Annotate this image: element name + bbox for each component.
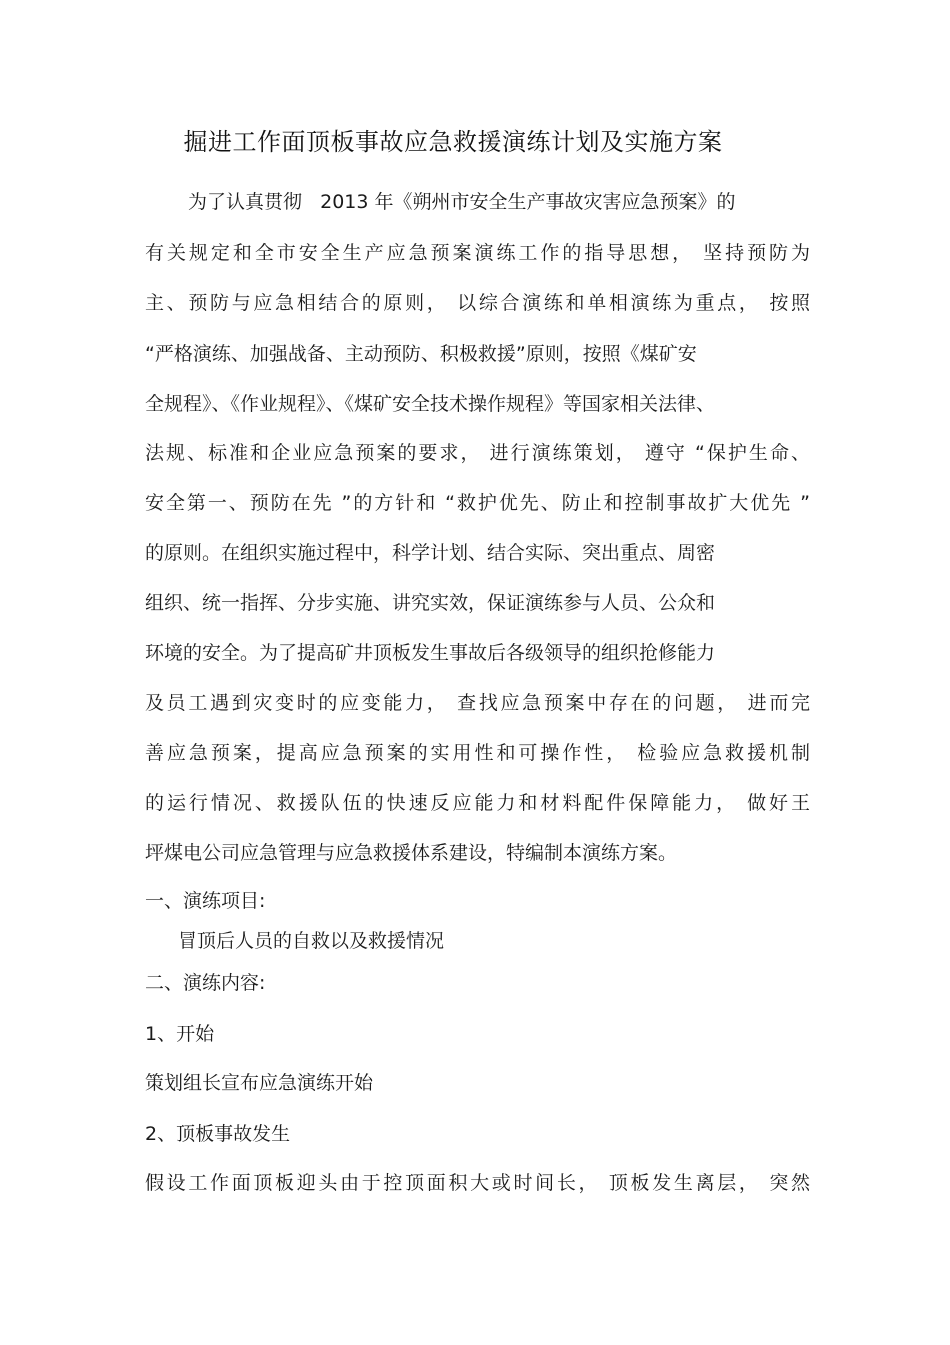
step-heading-start: 1、开始	[145, 1023, 215, 1045]
paragraph-line-2: 有关规定和全市安全生产应急预案演练工作的指导思想， 坚持预防为	[145, 242, 810, 264]
paragraph-line-10: 环境的安全。为了提高矿井顶板发生事故后各级领导的组织抢修能力	[145, 642, 716, 664]
paragraph-line-14: 坪煤电公司应急管理与应急救援体系建设，特编制本演练方案。	[145, 842, 678, 864]
paragraph-line-7: 安全第一、预防在先 ”的方针和 “救护优先、防止和控制事故扩大优先 ”	[145, 492, 810, 514]
paragraph-line-8: 的原则。在组织实施过程中，科学计划、结合实际、突出重点、周密	[145, 542, 716, 564]
paragraph-line-6: 法规、标准和企业应急预案的要求， 进行演练策划， 遵守 “保护生命、	[145, 442, 810, 464]
step-text-start: 策划组长宣布应急演练开始	[145, 1072, 374, 1094]
paragraph-line-1: 为了认真贯彻 2013 年《朔州市安全生产事故灾害应急预案》的	[188, 191, 736, 213]
document-title: 掘进工作面顶板事故应急救援演练计划及实施方案	[183, 128, 723, 156]
section-heading-content: 二、演练内容:	[145, 972, 266, 994]
paragraph-line-9: 组织、统一指挥、分步实施、讲究实效，保证演练参与人员、公众和	[145, 592, 716, 614]
paragraph-line-11: 及员工遇到灾变时的应变能力， 查找应急预案中存在的问题， 进而完	[145, 692, 810, 714]
paragraph-line-12: 善应急预案，提高应急预案的实用性和可操作性， 检验应急救援机制	[145, 742, 810, 764]
paragraph-line-4: “严格演练、加强战备、主动预防、积极救援”原则，按照《煤矿安	[145, 343, 697, 365]
step-heading-roof-accident: 2、顶板事故发生	[145, 1123, 291, 1145]
paragraph-line-3: 主、预防与应急相结合的原则， 以综合演练和单相演练为重点， 按照	[145, 292, 810, 314]
paragraph-line-5: 全规程》、《作业规程》、《煤矿安全技术操作规程》等国家相关法律、	[145, 393, 716, 415]
paragraph-line-13: 的运行情况、救援队伍的快速反应能力和材料配件保障能力， 做好王	[145, 792, 810, 814]
step-text-roof-accident: 假设工作面顶板迎头由于控顶面积大或时间长， 顶板发生离层， 突然	[145, 1172, 810, 1194]
section-heading-project: 一、演练项目:	[145, 890, 266, 912]
section-item-project: 冒顶后人员的自救以及救援情况	[178, 930, 445, 952]
